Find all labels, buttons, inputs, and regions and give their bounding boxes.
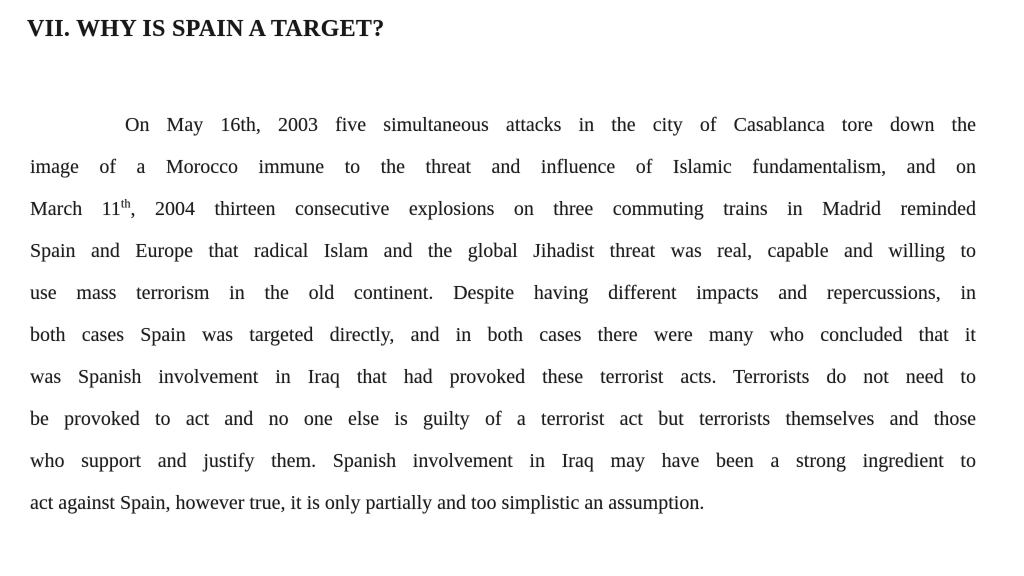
text-line (30, 230, 976, 272)
section-heading: VII. WHY IS SPAIN A TARGET? (27, 16, 385, 42)
text-segment: who support and justify them. Spanish involvement in Iraq may have been a strong ingredient to (30, 450, 976, 472)
text-segment: use mass terrorism in the old continent. Despite having different impacts and repercussions, in (30, 282, 976, 304)
text-line (30, 314, 976, 356)
ordinal-superscript: th (120, 196, 131, 211)
text-segment: was Spanish involvement in Iraq that had provoked these terrorist acts. Terrorists do not need to (30, 366, 976, 388)
text-line (30, 104, 976, 146)
text-segment: image of a Morocco immune to the threat and influence of Islamic fundamentalism, and on (30, 156, 976, 178)
paragraph-body (30, 104, 976, 524)
text-line (30, 440, 976, 482)
text-segment: Spain and Europe that radical Islam and the global Jihadist threat was real, capable and willing to (30, 240, 976, 262)
text-segment: March 11 (30, 198, 121, 220)
text-line (30, 272, 976, 314)
text-line (30, 398, 976, 440)
text-line (30, 482, 976, 524)
text-segment: act against Spain, however true, it is only partially and too simplistic an assumption. (30, 492, 705, 514)
text-segment: both cases Spain was targeted directly, and in both cases there were many who concluded that it (30, 324, 976, 346)
text-segment: be provoked to act and no one else is guilty of a terrorist act but terrorists themselves and those (30, 408, 976, 430)
text-line (30, 146, 976, 188)
text-segment: On May 16th, 2003 five simultaneous attacks in the city of Casablanca tore down the (125, 114, 976, 136)
text-line (30, 356, 976, 398)
text-segment: , 2004 thirteen consecutive explosions on three commuting trains in Madrid reminded (130, 198, 976, 220)
text-line (30, 188, 976, 230)
